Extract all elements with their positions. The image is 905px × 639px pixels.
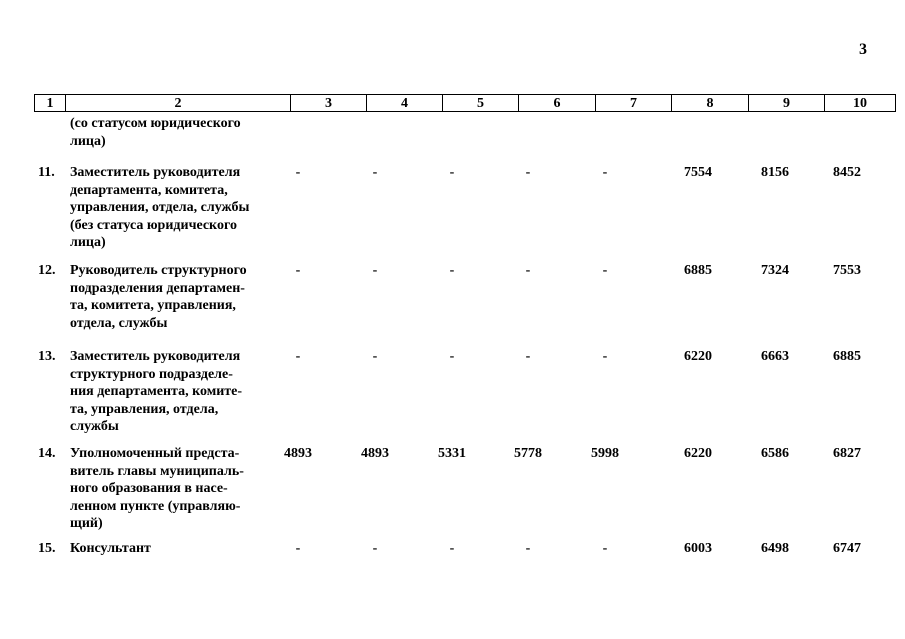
cell-col-10: 7553 bbox=[833, 263, 861, 278]
row-number: 12. bbox=[38, 263, 56, 278]
cell-col-10: 6885 bbox=[833, 349, 861, 364]
position-name-line: та, управления, отдела, bbox=[70, 401, 219, 417]
column-header-6: 6 bbox=[519, 95, 596, 112]
column-header-7: 7 bbox=[596, 95, 672, 112]
cell-col-9: 6663 bbox=[761, 349, 789, 364]
cell-col-8: 6220 bbox=[684, 349, 712, 364]
cell-col-3: - bbox=[295, 541, 301, 556]
column-header-row bbox=[35, 95, 896, 112]
column-header-3: 3 bbox=[291, 95, 367, 112]
continued-line: (со статусом юридического bbox=[70, 116, 241, 131]
cell-col-7: - bbox=[602, 541, 608, 556]
cell-col-3: - bbox=[295, 349, 301, 364]
cell-col-10: 6747 bbox=[833, 541, 861, 556]
cell-col-6: - bbox=[525, 263, 531, 278]
cell-col-4: - bbox=[372, 165, 378, 180]
position-name-line: витель главы муниципаль- bbox=[70, 463, 244, 479]
continued-position-name bbox=[70, 115, 260, 150]
position-name-line: управления, отдела, службы bbox=[70, 200, 250, 215]
cell-col-3: - bbox=[295, 263, 301, 278]
cell-col-5: - bbox=[449, 263, 455, 278]
position-name-line: (без статуса юридического bbox=[70, 217, 237, 233]
cell-col-6: - bbox=[525, 165, 531, 180]
column-header-9: 9 bbox=[749, 95, 825, 112]
cell-col-4: 4893 bbox=[361, 446, 389, 461]
position-name bbox=[70, 540, 262, 558]
position-name bbox=[70, 262, 262, 332]
cell-col-9: 8156 bbox=[761, 165, 789, 180]
position-name-line: Заместитель руководителя bbox=[70, 349, 241, 364]
position-name-line: ленном пункте (управляю- bbox=[70, 498, 241, 514]
cell-col-8: 7554 bbox=[684, 165, 712, 180]
row-number: 14. bbox=[38, 446, 56, 461]
cell-col-7: - bbox=[602, 165, 608, 180]
cell-col-5: - bbox=[449, 349, 455, 364]
cell-col-4: - bbox=[372, 263, 378, 278]
position-name-line: ния департамента, комите- bbox=[70, 384, 243, 399]
position-name-line: Руководитель структурного bbox=[70, 263, 247, 278]
position-name-line: службы bbox=[70, 419, 119, 434]
cell-col-7: - bbox=[602, 263, 608, 278]
cell-col-5: - bbox=[449, 165, 455, 180]
cell-col-6: - bbox=[525, 349, 531, 364]
cell-col-9: 6498 bbox=[761, 541, 789, 556]
row-number: 11. bbox=[38, 165, 55, 180]
row-number: 15. bbox=[38, 541, 56, 556]
position-name bbox=[70, 445, 262, 533]
cell-col-3: 4893 bbox=[284, 446, 312, 461]
cell-col-4: - bbox=[372, 541, 378, 556]
column-header-5: 5 bbox=[443, 95, 519, 112]
cell-col-6: 5778 bbox=[514, 446, 542, 461]
column-header-2: 2 bbox=[66, 95, 291, 112]
position-name-line: департамента, комитета, bbox=[70, 182, 228, 198]
column-header-table bbox=[34, 94, 896, 112]
continued-line: лица) bbox=[70, 133, 106, 149]
cell-col-9: 6586 bbox=[761, 446, 789, 461]
page-number: 3 bbox=[859, 41, 867, 58]
cell-col-9: 7324 bbox=[761, 263, 789, 278]
cell-col-10: 6827 bbox=[833, 446, 861, 461]
cell-col-5: - bbox=[449, 541, 455, 556]
position-name-line: щий) bbox=[70, 516, 103, 531]
position-name-line: подразделения департамен- bbox=[70, 280, 245, 296]
position-name-line: отдела, службы bbox=[70, 315, 168, 331]
cell-col-7: 5998 bbox=[591, 446, 619, 461]
position-name-line: ного образования в насе- bbox=[70, 481, 228, 496]
cell-col-10: 8452 bbox=[833, 165, 861, 180]
position-name-line: лица) bbox=[70, 235, 106, 250]
row-number: 13. bbox=[38, 349, 56, 364]
cell-col-7: - bbox=[602, 349, 608, 364]
position-name-line: та, комитета, управления, bbox=[70, 298, 236, 313]
column-header-4: 4 bbox=[367, 95, 443, 112]
cell-col-8: 6003 bbox=[684, 541, 712, 556]
position-name-line: структурного подразделе- bbox=[70, 366, 233, 382]
cell-col-4: - bbox=[372, 349, 378, 364]
column-header-10: 10 bbox=[825, 95, 896, 112]
position-name bbox=[70, 164, 262, 252]
column-header-1: 1 bbox=[35, 95, 66, 112]
position-name-line: Заместитель руководителя bbox=[70, 165, 241, 180]
cell-col-5: 5331 bbox=[438, 446, 466, 461]
position-name-line: Уполномоченный предста- bbox=[70, 446, 240, 461]
column-header-8: 8 bbox=[672, 95, 749, 112]
position-name bbox=[70, 348, 262, 436]
cell-col-8: 6220 bbox=[684, 446, 712, 461]
cell-col-8: 6885 bbox=[684, 263, 712, 278]
cell-col-3: - bbox=[295, 165, 301, 180]
cell-col-6: - bbox=[525, 541, 531, 556]
position-name-line: Консультант bbox=[70, 541, 151, 556]
